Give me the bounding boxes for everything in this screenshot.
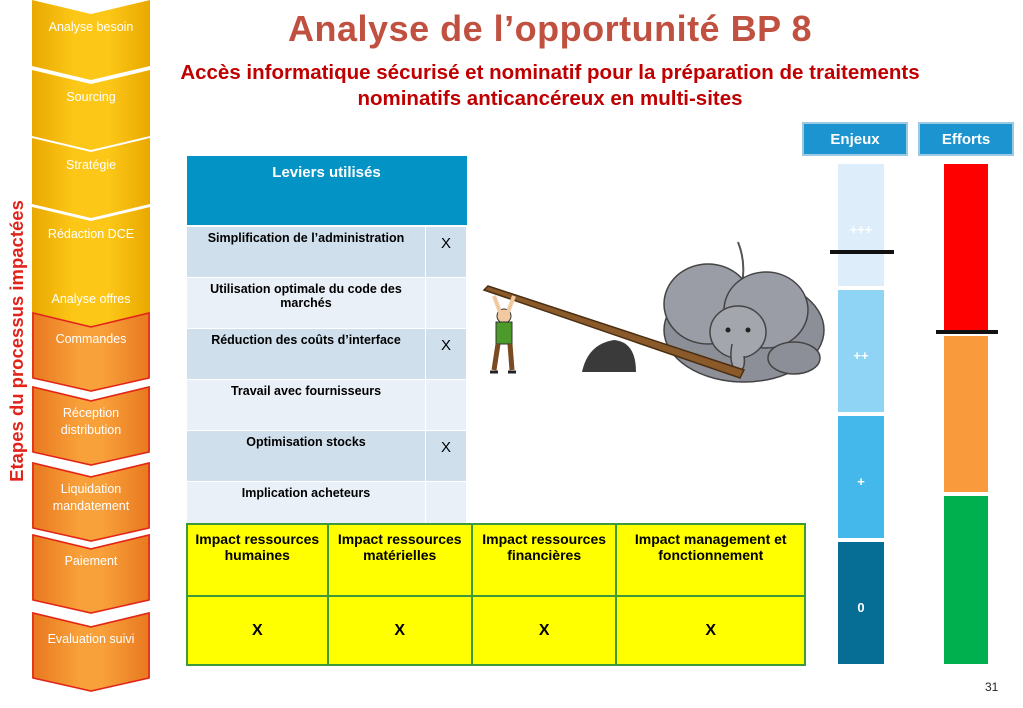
efforts-level-marker bbox=[936, 330, 998, 334]
efforts-level bbox=[942, 162, 990, 334]
enjeux-header: Enjeux bbox=[802, 122, 908, 156]
chevron-shape bbox=[32, 0, 150, 80]
impact-value: X bbox=[328, 596, 472, 665]
elephant-icon bbox=[664, 242, 824, 382]
lever-elephant-illustration bbox=[476, 232, 836, 392]
process-steps bbox=[0, 0, 160, 708]
impact-header: Impact ressources financières bbox=[472, 524, 617, 596]
enjeux-level bbox=[836, 540, 886, 666]
enjeux-level-marker bbox=[830, 250, 894, 254]
process-step-label: Commandes bbox=[55, 332, 127, 346]
impact-value: X bbox=[616, 596, 805, 665]
efforts-header: Efforts bbox=[918, 122, 1014, 156]
lever-label: Simplification de l’administration bbox=[187, 226, 426, 278]
impact-value: X bbox=[187, 596, 328, 665]
fulcrum-rock-icon bbox=[582, 340, 636, 372]
process-steps-label-text: Etapes du processus impactées bbox=[6, 200, 28, 482]
efforts-level bbox=[942, 334, 990, 494]
process-step-label: Paiement bbox=[64, 554, 118, 568]
enjeux-level-label: + bbox=[857, 474, 865, 489]
process-step bbox=[32, 0, 150, 80]
lever-mark bbox=[426, 278, 467, 329]
process-step bbox=[32, 312, 150, 392]
levers-table bbox=[186, 156, 467, 533]
lever-label: Implication acheteurs bbox=[187, 482, 426, 533]
process-step bbox=[32, 138, 150, 218]
enjeux-level-label: +++ bbox=[849, 222, 873, 237]
lever-mark bbox=[426, 380, 467, 431]
process-step-label: Stratégie bbox=[65, 158, 117, 172]
process-step-label: Liquidation mandatement bbox=[52, 482, 130, 513]
lever-label: Optimisation stocks bbox=[187, 431, 426, 482]
enjeux-level bbox=[836, 414, 886, 540]
table-row bbox=[187, 329, 467, 380]
lever-mark: X bbox=[426, 329, 467, 380]
chevron-shape bbox=[32, 138, 150, 218]
lever-mark: X bbox=[426, 226, 467, 278]
impact-header: Impact ressources matérielles bbox=[328, 524, 472, 596]
impact-value: X bbox=[472, 596, 617, 665]
efforts-level bbox=[942, 494, 990, 666]
lever-label: Utilisation optimale du code des marchés bbox=[187, 278, 426, 329]
lever-label: Réduction des coûts d’interface bbox=[187, 329, 426, 380]
chevron-outline bbox=[32, 534, 150, 614]
process-step bbox=[32, 612, 150, 692]
impact-header: Impact ressources humaines bbox=[187, 524, 328, 596]
impact-header: Impact management et fonctionnement bbox=[616, 524, 805, 596]
levers-header: Leviers utilisés bbox=[187, 156, 467, 226]
process-step-label: Réception distribution bbox=[60, 406, 122, 437]
table-row bbox=[187, 278, 467, 329]
enjeux-scale bbox=[836, 162, 886, 666]
process-step-label: Analyse offres bbox=[51, 292, 131, 306]
page-number: 31 bbox=[985, 680, 999, 694]
table-row bbox=[187, 431, 467, 482]
process-step bbox=[32, 534, 150, 614]
efforts-scale bbox=[942, 162, 990, 666]
lever-mark: X bbox=[426, 431, 467, 482]
process-step-label: Analyse besoin bbox=[48, 20, 134, 34]
chevron-outline bbox=[32, 312, 150, 392]
lever-label: Travail avec fournisseurs bbox=[187, 380, 426, 431]
enjeux-level-label: 0 bbox=[857, 600, 865, 615]
process-step bbox=[32, 462, 150, 542]
impact-table bbox=[186, 523, 806, 666]
process-step-label: Sourcing bbox=[66, 90, 116, 104]
table-row bbox=[187, 380, 467, 431]
enjeux-level bbox=[836, 162, 886, 288]
enjeux-level bbox=[836, 288, 886, 414]
process-step-label: Evaluation suivi bbox=[47, 632, 135, 646]
process-step-label: Rédaction DCE bbox=[47, 227, 135, 241]
chevron-outline bbox=[32, 612, 150, 692]
enjeux-level-label: ++ bbox=[853, 348, 869, 363]
process-step bbox=[32, 386, 150, 466]
table-row bbox=[187, 226, 467, 278]
man-icon bbox=[490, 296, 516, 372]
page-subtitle: Accès informatique sécurisé et nominatif pour la préparation de traitements nominatifs anticancéreux en multi-sites bbox=[180, 61, 920, 110]
page-title: Analyse de l’opportunité BP 8 bbox=[288, 8, 812, 49]
